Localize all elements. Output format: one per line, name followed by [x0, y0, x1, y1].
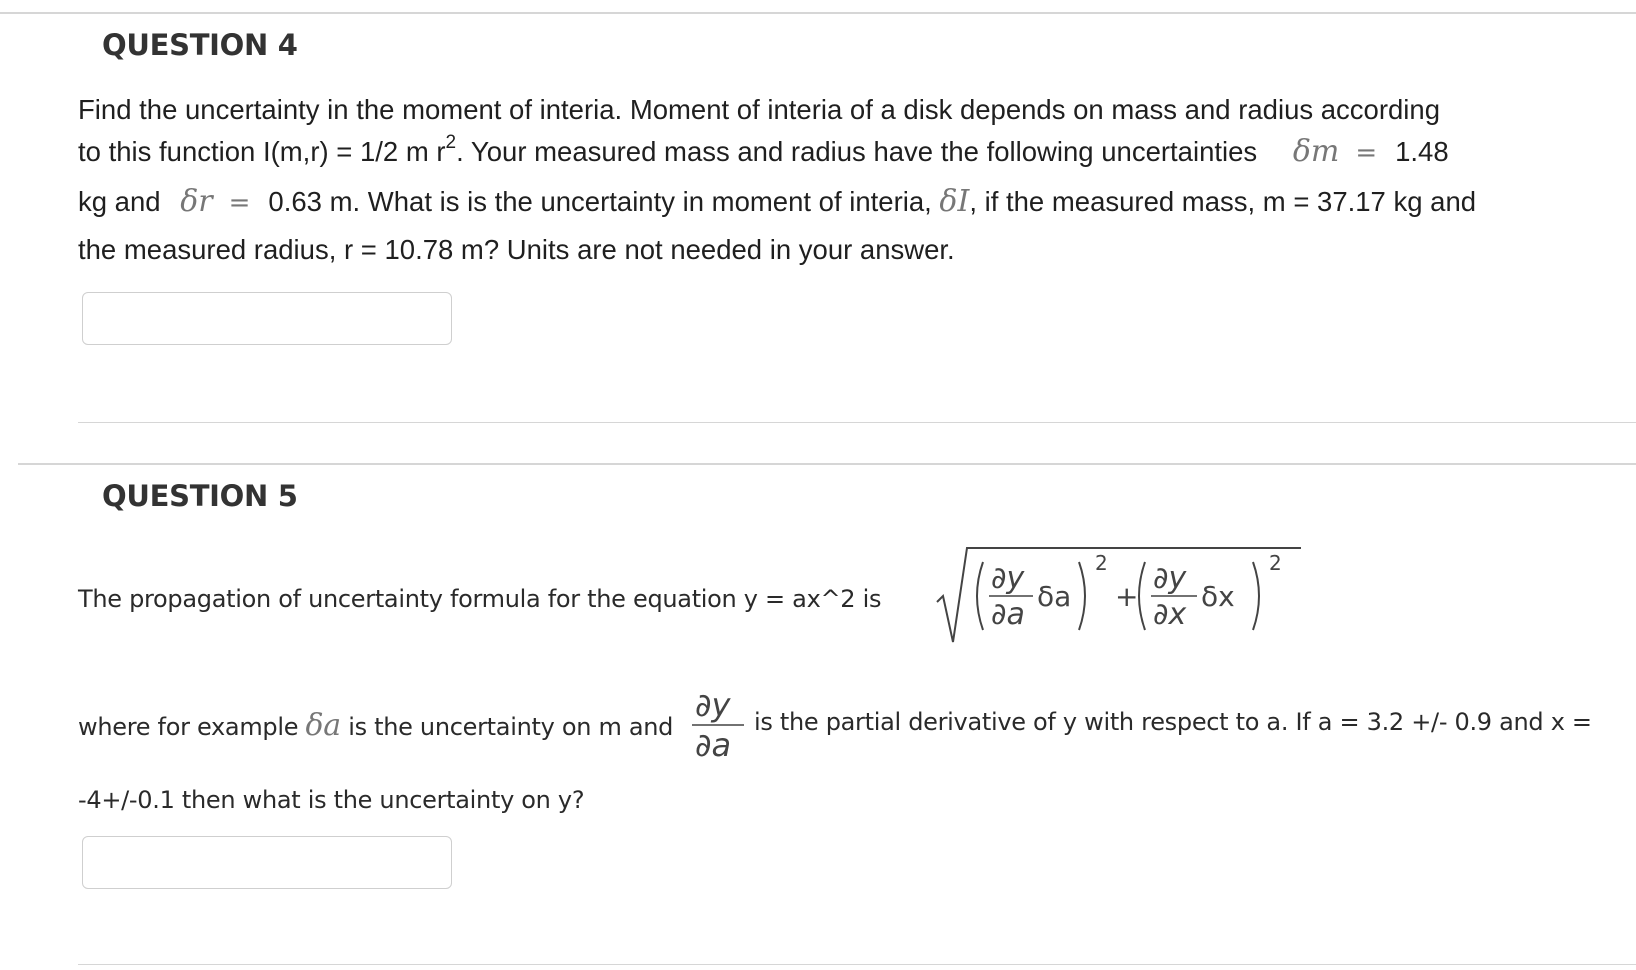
partial-derivative-fraction [688, 682, 748, 766]
exponent-1: 2 [1095, 551, 1108, 575]
q4-uncertainties-text: . Your measured mass and radius have the following uncertainties [456, 136, 1258, 167]
delta-i-symbol: δI [939, 184, 970, 219]
q5-text-line-2-pre [78, 708, 673, 743]
right-paren-2 [1253, 562, 1259, 630]
partial-a-denominator: ∂a [991, 597, 1025, 632]
delta-m-value: 1.48 [1395, 136, 1449, 167]
partial-a-denominator-inline: ∂a [695, 726, 732, 764]
q5-answer-input[interactable] [82, 836, 452, 889]
delta-m-symbol: δm [1292, 134, 1340, 169]
exponent-2: 2 [1269, 551, 1282, 575]
q5-bottom-divider [78, 964, 1636, 965]
q4-text-line-2 [78, 134, 1449, 169]
partial-y-numerator-inline: ∂y [695, 686, 731, 724]
question-4-heading: QUESTION 4 [102, 28, 298, 62]
delta-r-symbol: δr [180, 184, 213, 219]
section-divider [18, 463, 1636, 465]
q4-exponent: 2 [445, 132, 457, 153]
q5-text-line-2-post: is the partial derivative of y with respect to a. If a = 3.2 +/- 0.9 and x = [754, 708, 1592, 736]
q4-line3-post: , if the measured mass, m = 37.17 kg and [969, 186, 1477, 217]
partial-y-numerator-1: ∂y [991, 561, 1025, 596]
q4-text-line-1: Find the uncertainty in the moment of interia. Moment of interia of a disk depends on mass and radius according [78, 94, 1440, 125]
partial-y-numerator-2: ∂y [1153, 561, 1187, 596]
q4-line3-mid: 0.63 m. What is is the uncertainty in moment of interia, [268, 186, 932, 217]
left-paren-2 [1139, 562, 1145, 630]
propagation-formula [933, 538, 1303, 648]
plus-sign: + [1115, 580, 1139, 613]
question-5-heading: QUESTION 5 [102, 479, 298, 513]
q5-text-line-1: The propagation of uncertainty formula for the equation y = ax^2 is [78, 585, 882, 613]
q4-bottom-divider [78, 422, 1636, 423]
partial-x-denominator: ∂x [1153, 597, 1187, 632]
q5-line2-mid-text: is the uncertainty on m and [348, 713, 674, 741]
q5-text-line-3: -4+/-0.1 then what is the uncertainty on y? [78, 786, 585, 814]
q4-text-line-3 [78, 184, 1476, 219]
q4-text-line-4: the measured radius, r = 10.78 m? Units are not needed in your answer. [78, 234, 955, 265]
q5-line2-pre-text: where for example [78, 713, 299, 741]
delta-a-symbol: δa [305, 708, 341, 743]
top-divider [0, 12, 1636, 14]
right-paren-1 [1079, 562, 1085, 630]
delta-m-equals: = [1355, 138, 1378, 168]
q4-line3-pre: kg and [78, 186, 161, 217]
delta-x-term: δx [1201, 580, 1235, 613]
q4-function-text: to this function I(m,r) = 1/2 m r [78, 136, 446, 167]
delta-r-equals: = [228, 188, 251, 218]
left-paren-1 [977, 562, 983, 630]
delta-a-term: δa [1037, 580, 1072, 613]
q4-answer-input[interactable] [82, 292, 452, 345]
